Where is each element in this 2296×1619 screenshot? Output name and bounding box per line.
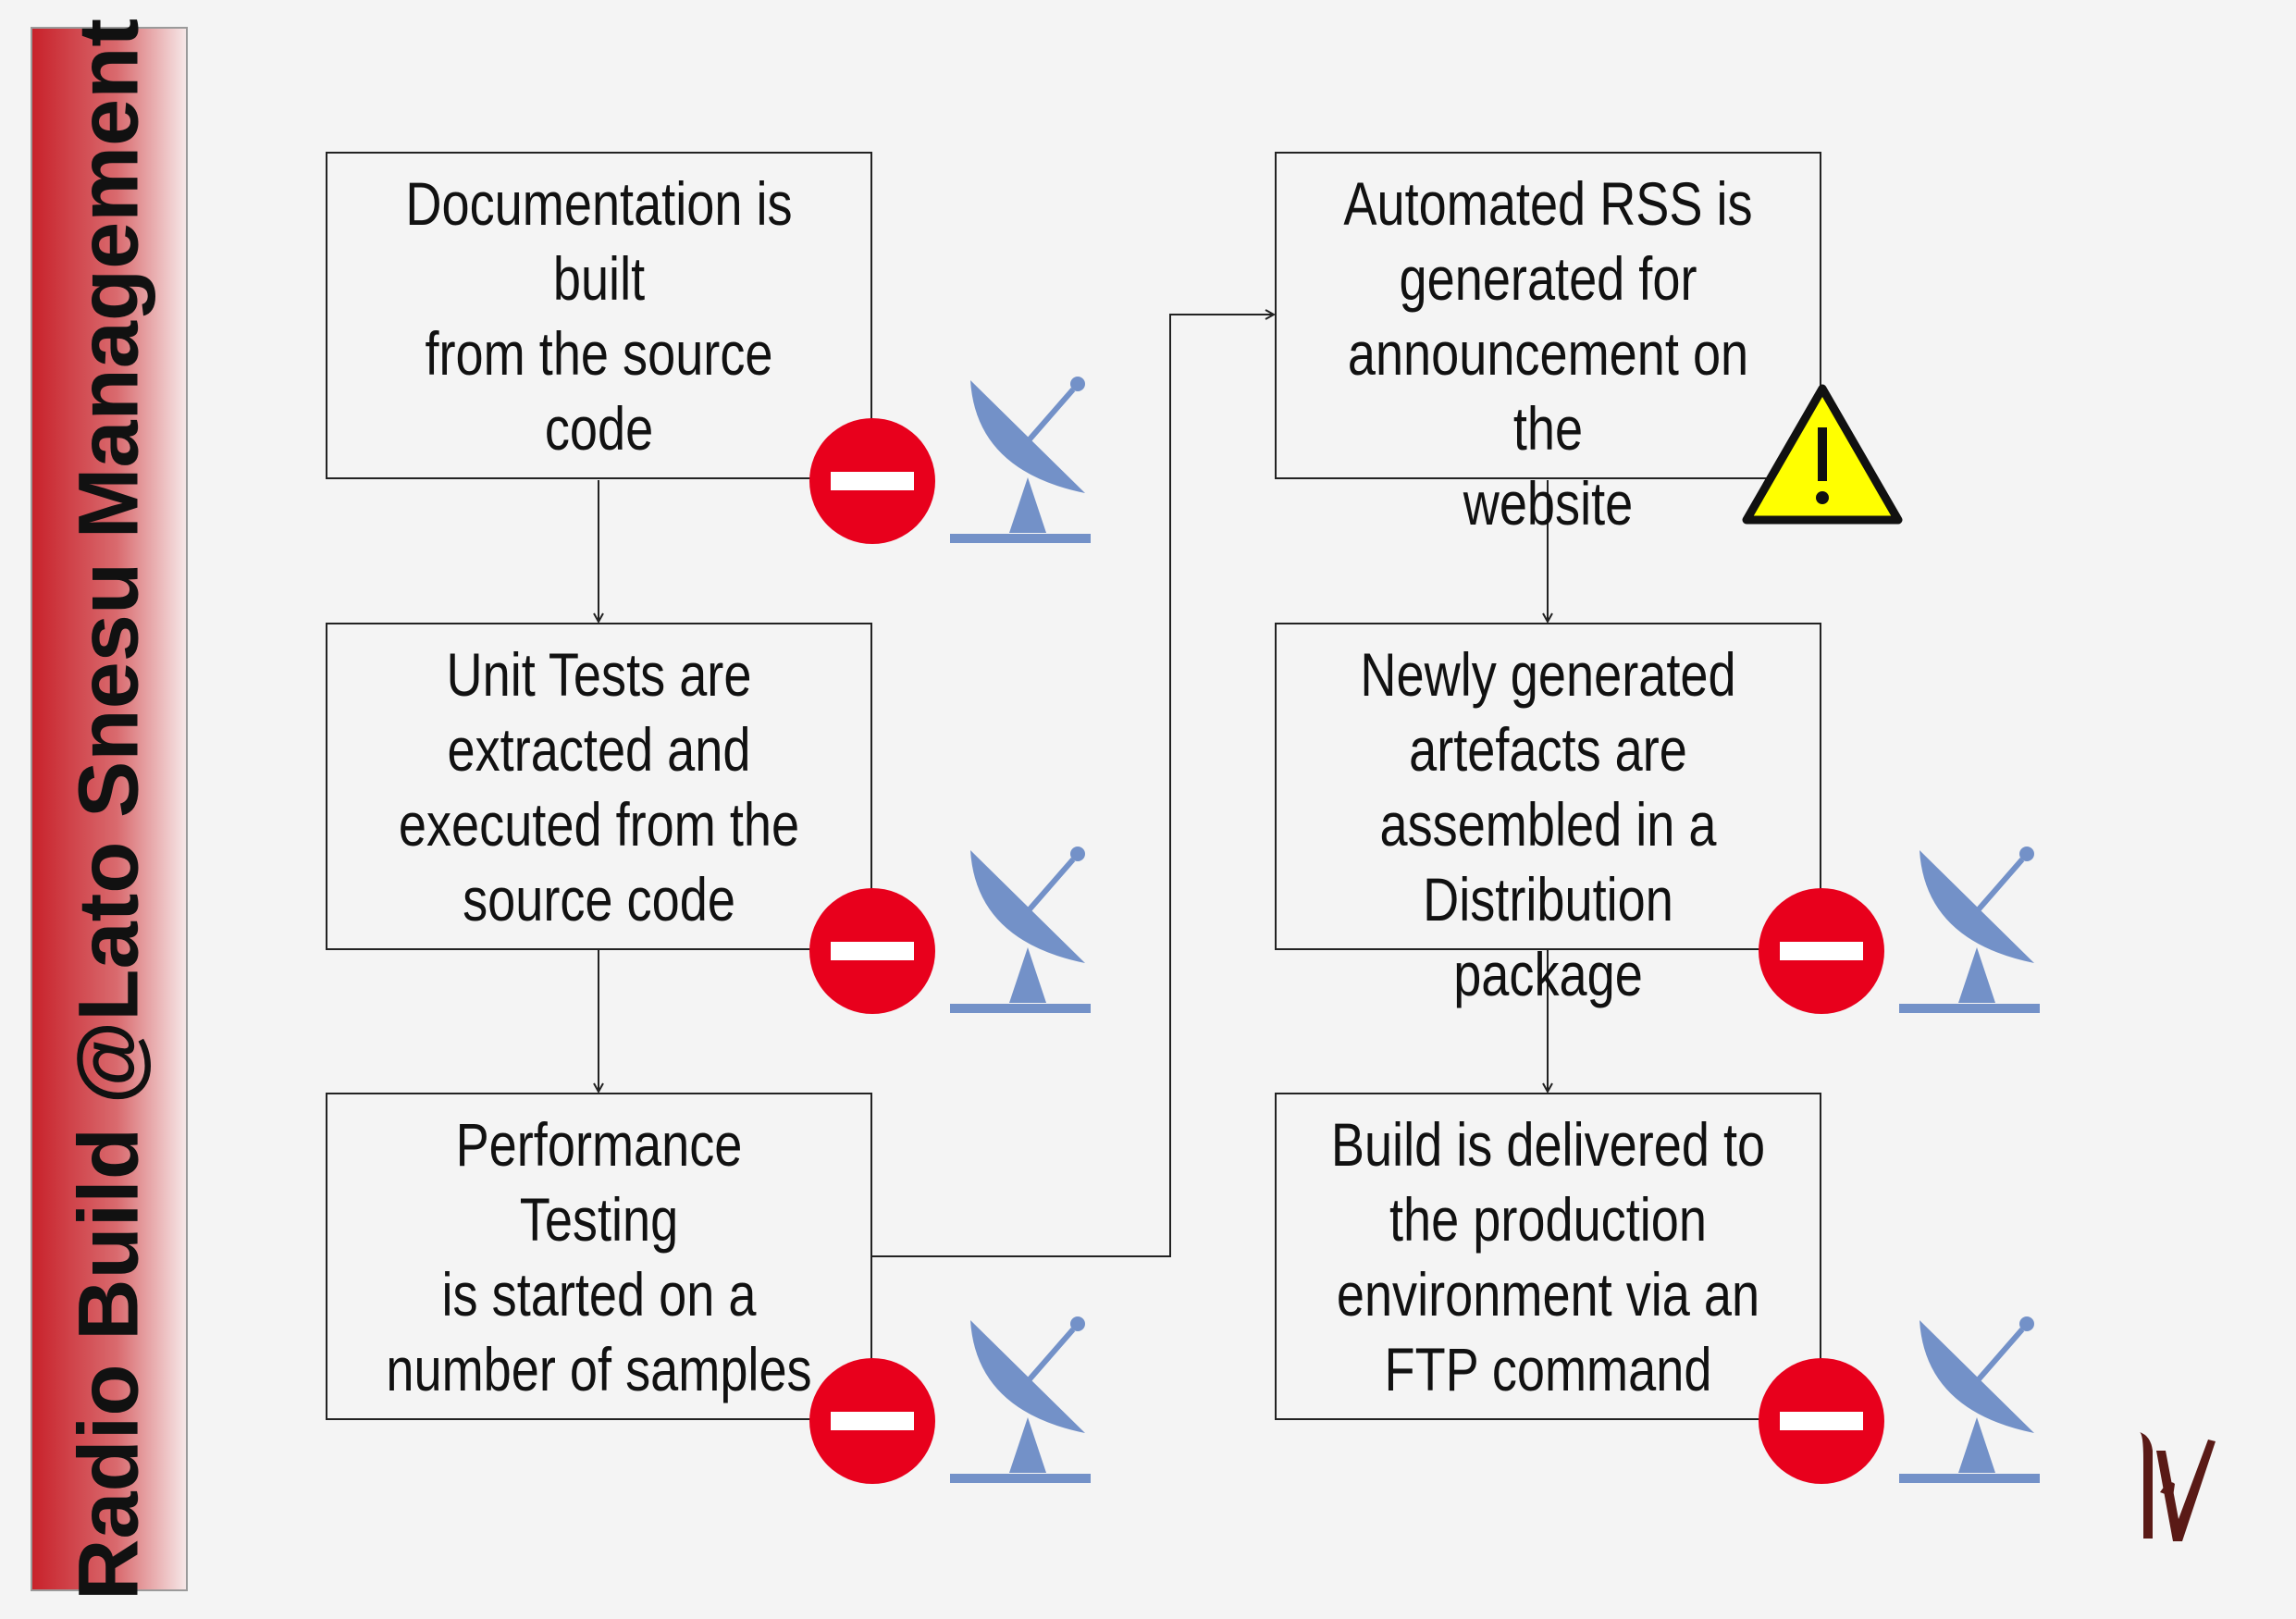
no-entry-icon	[808, 416, 937, 546]
step-artefacts	[1275, 623, 1821, 1008]
banner-title: Radio Build @Lato Snesu Management	[61, 18, 156, 1601]
no-entry-icon	[1757, 886, 1886, 1016]
satellite-dish-icon	[1899, 844, 2040, 1016]
no-entry-icon	[1757, 1356, 1886, 1486]
step-text: Performance Testing is started on a number of samples	[386, 1110, 812, 1403]
step-text: Newly generated artefacts are assembled in a Distribution package	[1360, 640, 1736, 1008]
step-text: Documentation is built from the source code	[405, 169, 793, 463]
step-text: Unit Tests are extracted and executed from the source code	[398, 640, 800, 933]
step-text: Build is delivered to the production environment via an FTP command	[1330, 1110, 1766, 1403]
satellite-dish-icon	[950, 1314, 1091, 1486]
satellite-dish-icon	[950, 374, 1091, 546]
warning-icon	[1739, 379, 1906, 527]
satellite-dish-icon	[950, 844, 1091, 1016]
no-entry-icon	[808, 1356, 937, 1486]
no-entry-icon	[808, 886, 937, 1016]
step-delivery	[1275, 1093, 1821, 1420]
step-unit-tests	[326, 623, 872, 950]
step-text: Automated RSS is generated for announcement on the website	[1343, 169, 1753, 538]
step-performance	[326, 1093, 872, 1420]
brand-logo	[2132, 1423, 2225, 1548]
satellite-dish-icon	[1899, 1314, 2040, 1486]
step-documentation	[326, 152, 872, 479]
